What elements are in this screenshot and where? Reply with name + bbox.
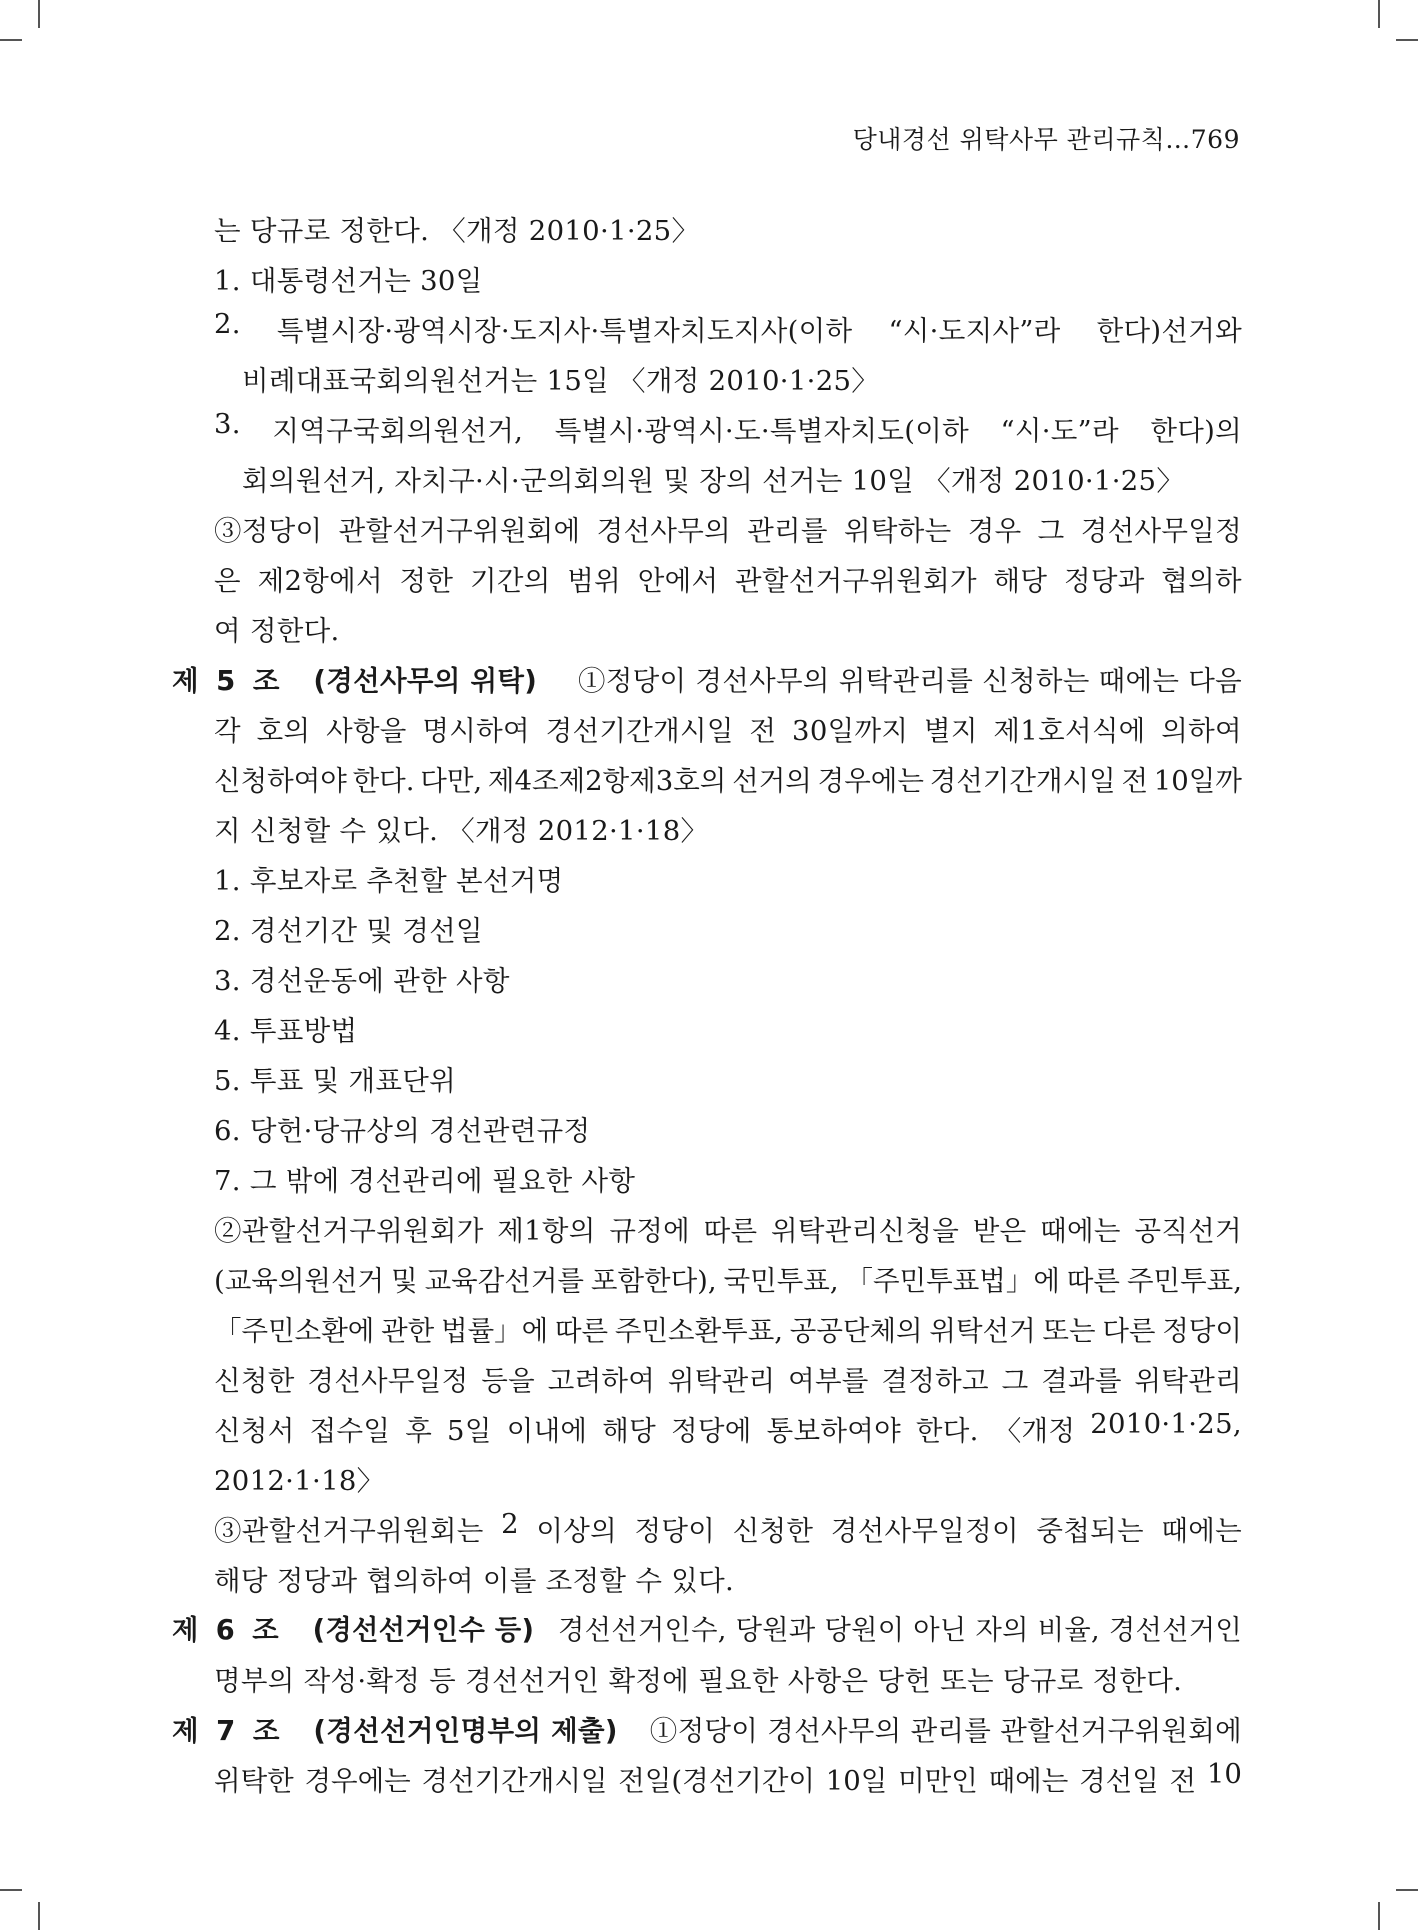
article-line xyxy=(172,1708,1242,1748)
crop-mark xyxy=(1396,39,1418,41)
paragraph-line: 은 제2항에서 정한 기간의 범위 안에서 관할선거구위원회가 해당 정당과 협의하 xyxy=(214,565,1242,597)
paragraph-line: 각 호의 사항을 명시하여 경선기간개시일 전 30일까지 별지 제1호서식에 의하여 xyxy=(214,715,1242,747)
article-heading: (경선사무의 위탁) xyxy=(313,665,538,697)
crop-mark xyxy=(1378,1902,1380,1930)
list-item: 6. 당헌·당규상의 경선관련규정 xyxy=(214,1115,591,1147)
list-item: 2. 특별시장·광역시장·도지사·특별자치도지사(이하 “시·도지사”라 한다)선거와 xyxy=(214,308,1242,347)
list-item: 3. 지역구국회의원선거, 특별시·광역시·도·특별자치도(이하 “시·도”라 한다)의 xyxy=(214,408,1242,447)
paragraph-line: 신청하여야 한다. 다만, 제4조제2항제3호의 선거의 경우에는 경선기간개시일 전 10일까 xyxy=(214,765,1242,797)
list-item: 4. 투표방법 xyxy=(214,1015,358,1047)
page-header: 당내경선 위탁사무 관리규칙…769 xyxy=(852,125,1240,154)
paragraph-line: 위탁한 경우에는 경선기간개시일 전일(경선기간이 10일 미만인 때에는 경선일 전 10 xyxy=(214,1758,1242,1797)
paragraph-line: (교육의원선거 및 교육감선거를 포함한다), 국민투표, 「주민투표법」에 따른 주민투표, xyxy=(214,1265,1242,1297)
crop-mark xyxy=(38,0,40,28)
paragraph-line: 여 정한다. xyxy=(214,615,340,647)
article-text: ①정당이 경선사무의 위탁관리를 신청하는 때에는 다음 xyxy=(577,665,1242,697)
list-item: 7. 그 밖에 경선관리에 필요한 사항 xyxy=(214,1165,636,1197)
crop-mark xyxy=(1396,1889,1418,1891)
article-text: ①정당이 경선사무의 관리를 관할선거구위원회에 xyxy=(649,1715,1242,1747)
article-number: 제 6 조 xyxy=(172,1615,283,1646)
paragraph-line: ③정당이 관할선거구위원회에 경선사무의 관리를 위탁하는 경우 그 경선사무일정 xyxy=(214,515,1242,547)
paragraph-line: 「주민소환에 관한 법률」에 따른 주민소환투표, 공공단체의 위탁선거 또는 다른 정당이 xyxy=(214,1315,1242,1347)
article-heading: (경선선거인명부의 제출) xyxy=(313,1715,618,1747)
list-item: 2. 경선기간 및 경선일 xyxy=(214,915,483,947)
crop-mark xyxy=(0,1889,22,1891)
list-item: 5. 투표 및 개표단위 xyxy=(214,1065,457,1097)
paragraph-line: 신청한 경선사무일정 등을 고려하여 위탁관리 여부를 결정하고 그 결과를 위탁관리 xyxy=(214,1365,1242,1397)
list-item: 3. 경선운동에 관한 사항 xyxy=(214,965,510,997)
crop-mark xyxy=(38,1902,40,1930)
list-item-continuation: 비례대표국회의원선거는 15일 〈개정 2010·1·25〉 xyxy=(242,365,880,397)
paragraph-line: 해당 정당과 협의하여 이를 조정할 수 있다. xyxy=(214,1565,734,1597)
paragraph-line: 명부의 작성·확정 등 경선선거인 확정에 필요한 사항은 당헌 또는 당규로 정한다. xyxy=(214,1665,1183,1697)
article-number: 제 5 조 xyxy=(172,665,284,697)
article-number: 제 7 조 xyxy=(172,1715,284,1747)
crop-mark xyxy=(0,39,22,41)
paragraph-line: ③관할선거구위원회는 2 이상의 정당이 신청한 경선사무일정이 중첩되는 때에는 xyxy=(214,1508,1242,1547)
crop-mark xyxy=(1378,0,1380,28)
article-heading: (경선선거인수 등) xyxy=(312,1615,535,1646)
article-text: 경선선거인수, 당원과 당원이 아닌 자의 비율, 경선선거인 xyxy=(557,1615,1242,1646)
text-line: 는 당규로 정한다. 〈개정 2010·1·25〉 xyxy=(214,215,700,247)
article-line xyxy=(172,1608,1242,1647)
list-item: 1. 대통령선거는 30일 xyxy=(214,265,483,297)
paragraph-line: 지 신청할 수 있다. 〈개정 2012·1·18〉 xyxy=(214,815,709,847)
list-item: 1. 후보자로 추천할 본선거명 xyxy=(214,865,564,897)
article-line xyxy=(172,658,1242,698)
paragraph-line: ②관할선거구위원회가 제1항의 규정에 따른 위탁관리신청을 받은 때에는 공직선거 xyxy=(214,1215,1242,1247)
list-item-continuation: 회의원선거, 자치구·시·군의회의원 및 장의 선거는 10일 〈개정 2010·1·25〉 xyxy=(242,465,1185,497)
paragraph-line: 신청서 접수일 후 5일 이내에 해당 정당에 통보하여야 한다. 〈개정 2010·1·25, xyxy=(214,1408,1242,1447)
paragraph-line: 2012·1·18〉 xyxy=(214,1465,385,1497)
